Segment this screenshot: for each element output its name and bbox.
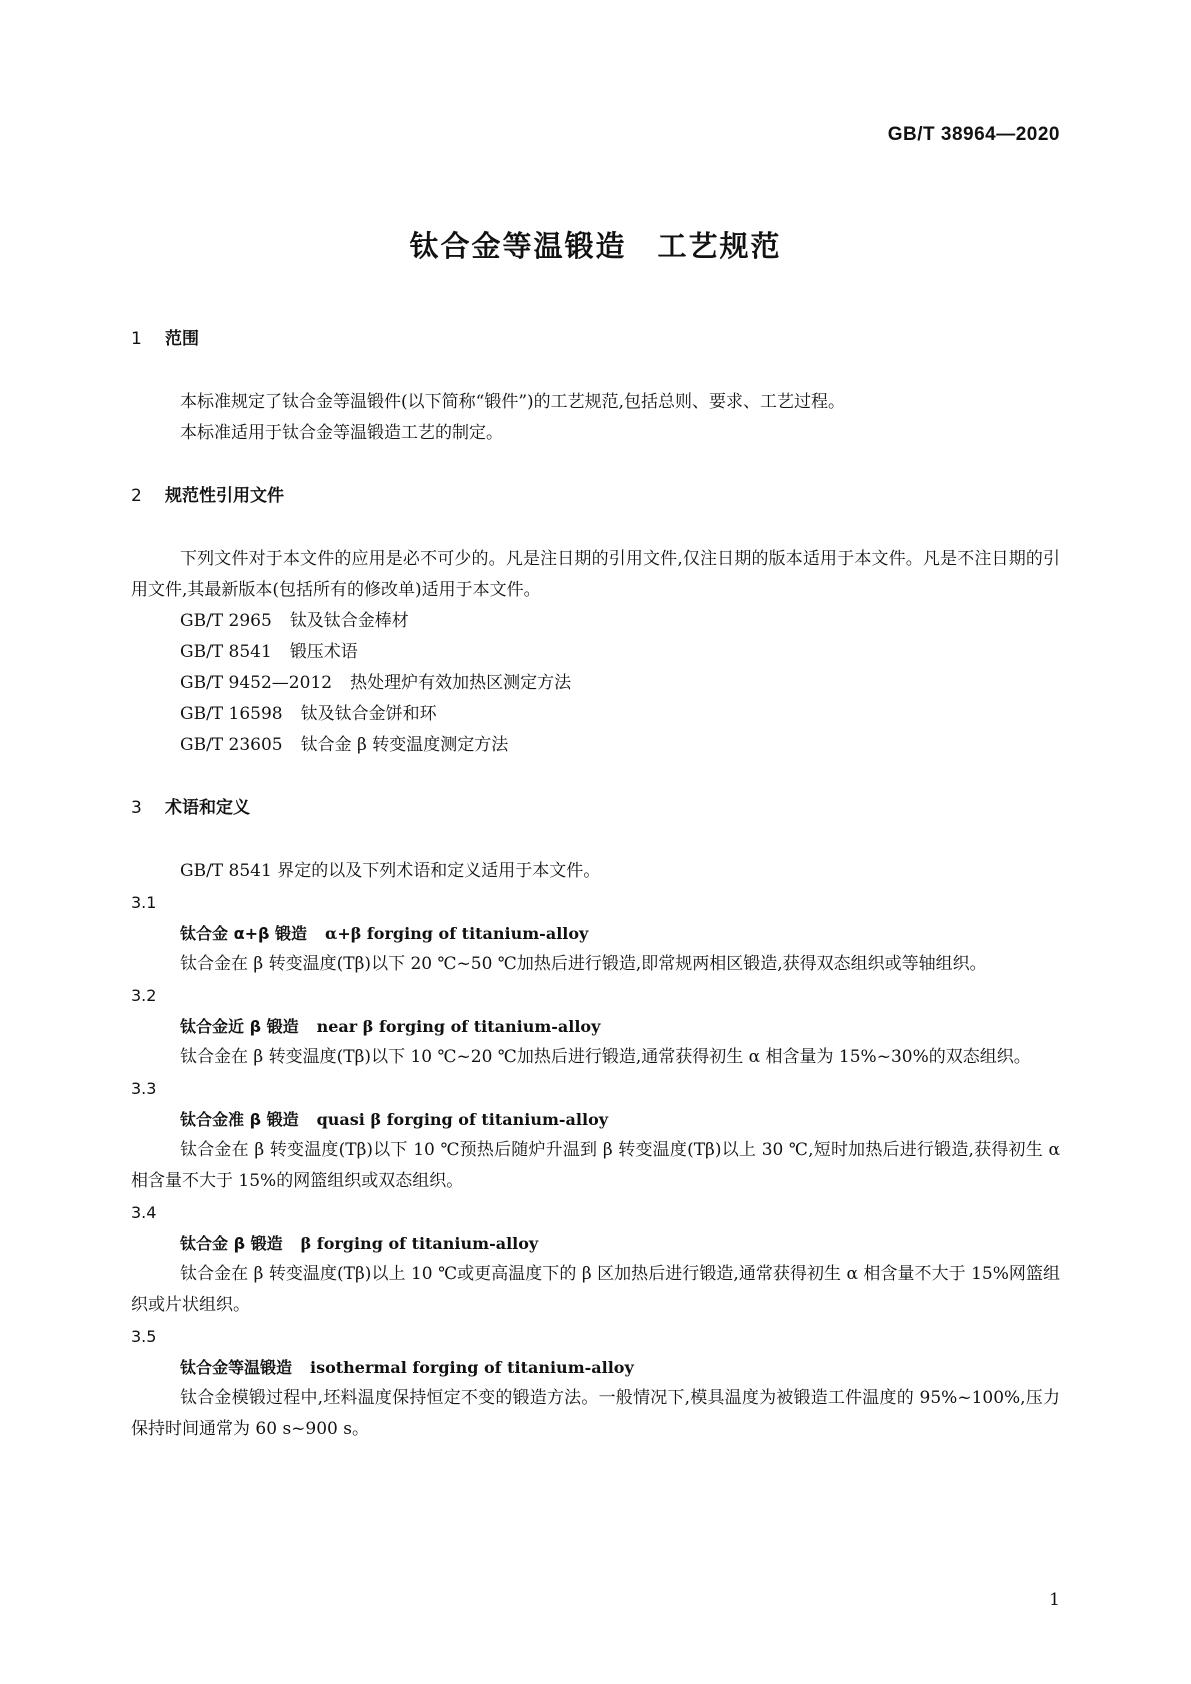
term-number: 3.5 bbox=[131, 1327, 157, 1346]
term-definition: 钛合金在 β 转变温度(Tβ)以下 20 ℃~50 ℃加热后进行锻造,即常规两相区锻造,获得双态组织或等轴组织。 bbox=[180, 954, 987, 974]
term-definition: 钛合金在 β 转变温度(Tβ)以下 10 ℃预热后随炉升温到 β 转变温度(Tβ)以上 30 ℃,短时加热后进行锻造,获得初生 α 相含量不大于 15%的网篮组织或双态组织。 bbox=[131, 1140, 1060, 1191]
reference-item bbox=[131, 606, 1060, 637]
reference-title: 热处理炉有效加热区测定方法 bbox=[350, 673, 572, 693]
reference-item bbox=[131, 699, 1060, 730]
reference-code: GB/T 23605 bbox=[180, 735, 283, 755]
term-number: 3.2 bbox=[131, 986, 157, 1005]
term-number: 3.3 bbox=[131, 1079, 157, 1098]
term-name-cn: 钛合金近 β 锻造 bbox=[180, 1017, 299, 1036]
spacer bbox=[131, 449, 1060, 481]
term-name bbox=[131, 918, 1060, 949]
paragraph: 本标准规定了钛合金等温锻件(以下简称“锻件”)的工艺规范,包括总则、要求、工艺过程。 bbox=[180, 392, 846, 412]
term-name bbox=[131, 1104, 1060, 1135]
section-heading bbox=[131, 481, 1060, 512]
term-name-en: β forging of titanium-alloy bbox=[300, 1234, 539, 1253]
term-number: 3.4 bbox=[131, 1203, 157, 1222]
paragraph: 本标准适用于钛合金等温锻造工艺的制定。 bbox=[180, 423, 503, 443]
term-name bbox=[131, 1352, 1060, 1383]
reference-title: 钛合金 β 转变温度测定方法 bbox=[300, 735, 509, 755]
spacer bbox=[131, 512, 1060, 544]
section-title: 规范性引用文件 bbox=[165, 486, 284, 506]
reference-item bbox=[131, 637, 1060, 668]
term-definition: 钛合金在 β 转变温度(Tβ)以下 10 ℃~20 ℃加热后进行锻造,通常获得初生 α 相含量为 15%~30%的双态组织。 bbox=[180, 1047, 1031, 1067]
section-heading bbox=[131, 324, 1060, 355]
term-name-cn: 钛合金 β 锻造 bbox=[180, 1234, 283, 1253]
reference-title: 锻压术语 bbox=[289, 642, 358, 662]
term-name-en: quasi β forging of titanium-alloy bbox=[316, 1110, 609, 1129]
term-name-en: isothermal forging of titanium-alloy bbox=[310, 1358, 634, 1377]
section-number: 2 bbox=[131, 486, 142, 506]
reference-code: GB/T 8541 bbox=[180, 642, 272, 662]
spacer bbox=[131, 761, 1060, 793]
reference-title: 钛及钛合金棒材 bbox=[289, 611, 409, 631]
section-number: 1 bbox=[131, 329, 142, 349]
reference-item bbox=[131, 730, 1060, 761]
page-number: 1 bbox=[1049, 1590, 1060, 1610]
term-name-cn: 钛合金等温锻造 bbox=[180, 1358, 293, 1377]
paragraph: 下列文件对于本文件的应用是必不可少的。凡是注日期的引用文件,仅注日期的版本适用于本文件。凡是不注日期的引用文件,其最新版本(包括所有的修改单)适用于本文件。 bbox=[131, 549, 1060, 600]
paragraph: GB/T 8541 界定的以及下列术语和定义适用于本文件。 bbox=[180, 861, 601, 881]
reference-title: 钛及钛合金饼和环 bbox=[300, 704, 437, 724]
section-number: 3 bbox=[131, 798, 142, 818]
reference-code: GB/T 2965 bbox=[180, 611, 272, 631]
section-title: 范围 bbox=[165, 329, 199, 349]
term-definition: 钛合金在 β 转变温度(Tβ)以上 10 ℃或更高温度下的 β 区加热后进行锻造,通常获得初生 α 相含量不大于 15%网篮组织或片状组织。 bbox=[131, 1264, 1060, 1315]
term-name-cn: 钛合金 α+β 锻造 bbox=[180, 924, 307, 943]
term-name-en: α+β forging of titanium-alloy bbox=[325, 924, 589, 943]
standard-id: GB/T 38964—2020 bbox=[887, 124, 1060, 145]
reference-item bbox=[131, 668, 1060, 699]
term-name-cn: 钛合金准 β 锻造 bbox=[180, 1110, 299, 1129]
reference-code: GB/T 16598 bbox=[180, 704, 283, 724]
document-title: 钛合金等温锻造 工艺规范 bbox=[409, 229, 782, 263]
document-body bbox=[131, 324, 1060, 1445]
reference-code: GB/T 9452—2012 bbox=[180, 673, 333, 693]
section-heading bbox=[131, 793, 1060, 824]
spacer bbox=[131, 824, 1060, 856]
term-name bbox=[131, 1011, 1060, 1042]
term-definition: 钛合金模锻过程中,坯料温度保持恒定不变的锻造方法。一般情况下,模具温度为被锻造工件温度的 95%~100%,压力保持时间通常为 60 s~900 s。 bbox=[131, 1388, 1060, 1439]
spacer bbox=[131, 355, 1060, 387]
term-name-en: near β forging of titanium-alloy bbox=[316, 1017, 601, 1036]
section-title: 术语和定义 bbox=[165, 798, 250, 818]
term-name bbox=[131, 1228, 1060, 1259]
term-number: 3.1 bbox=[131, 893, 157, 912]
